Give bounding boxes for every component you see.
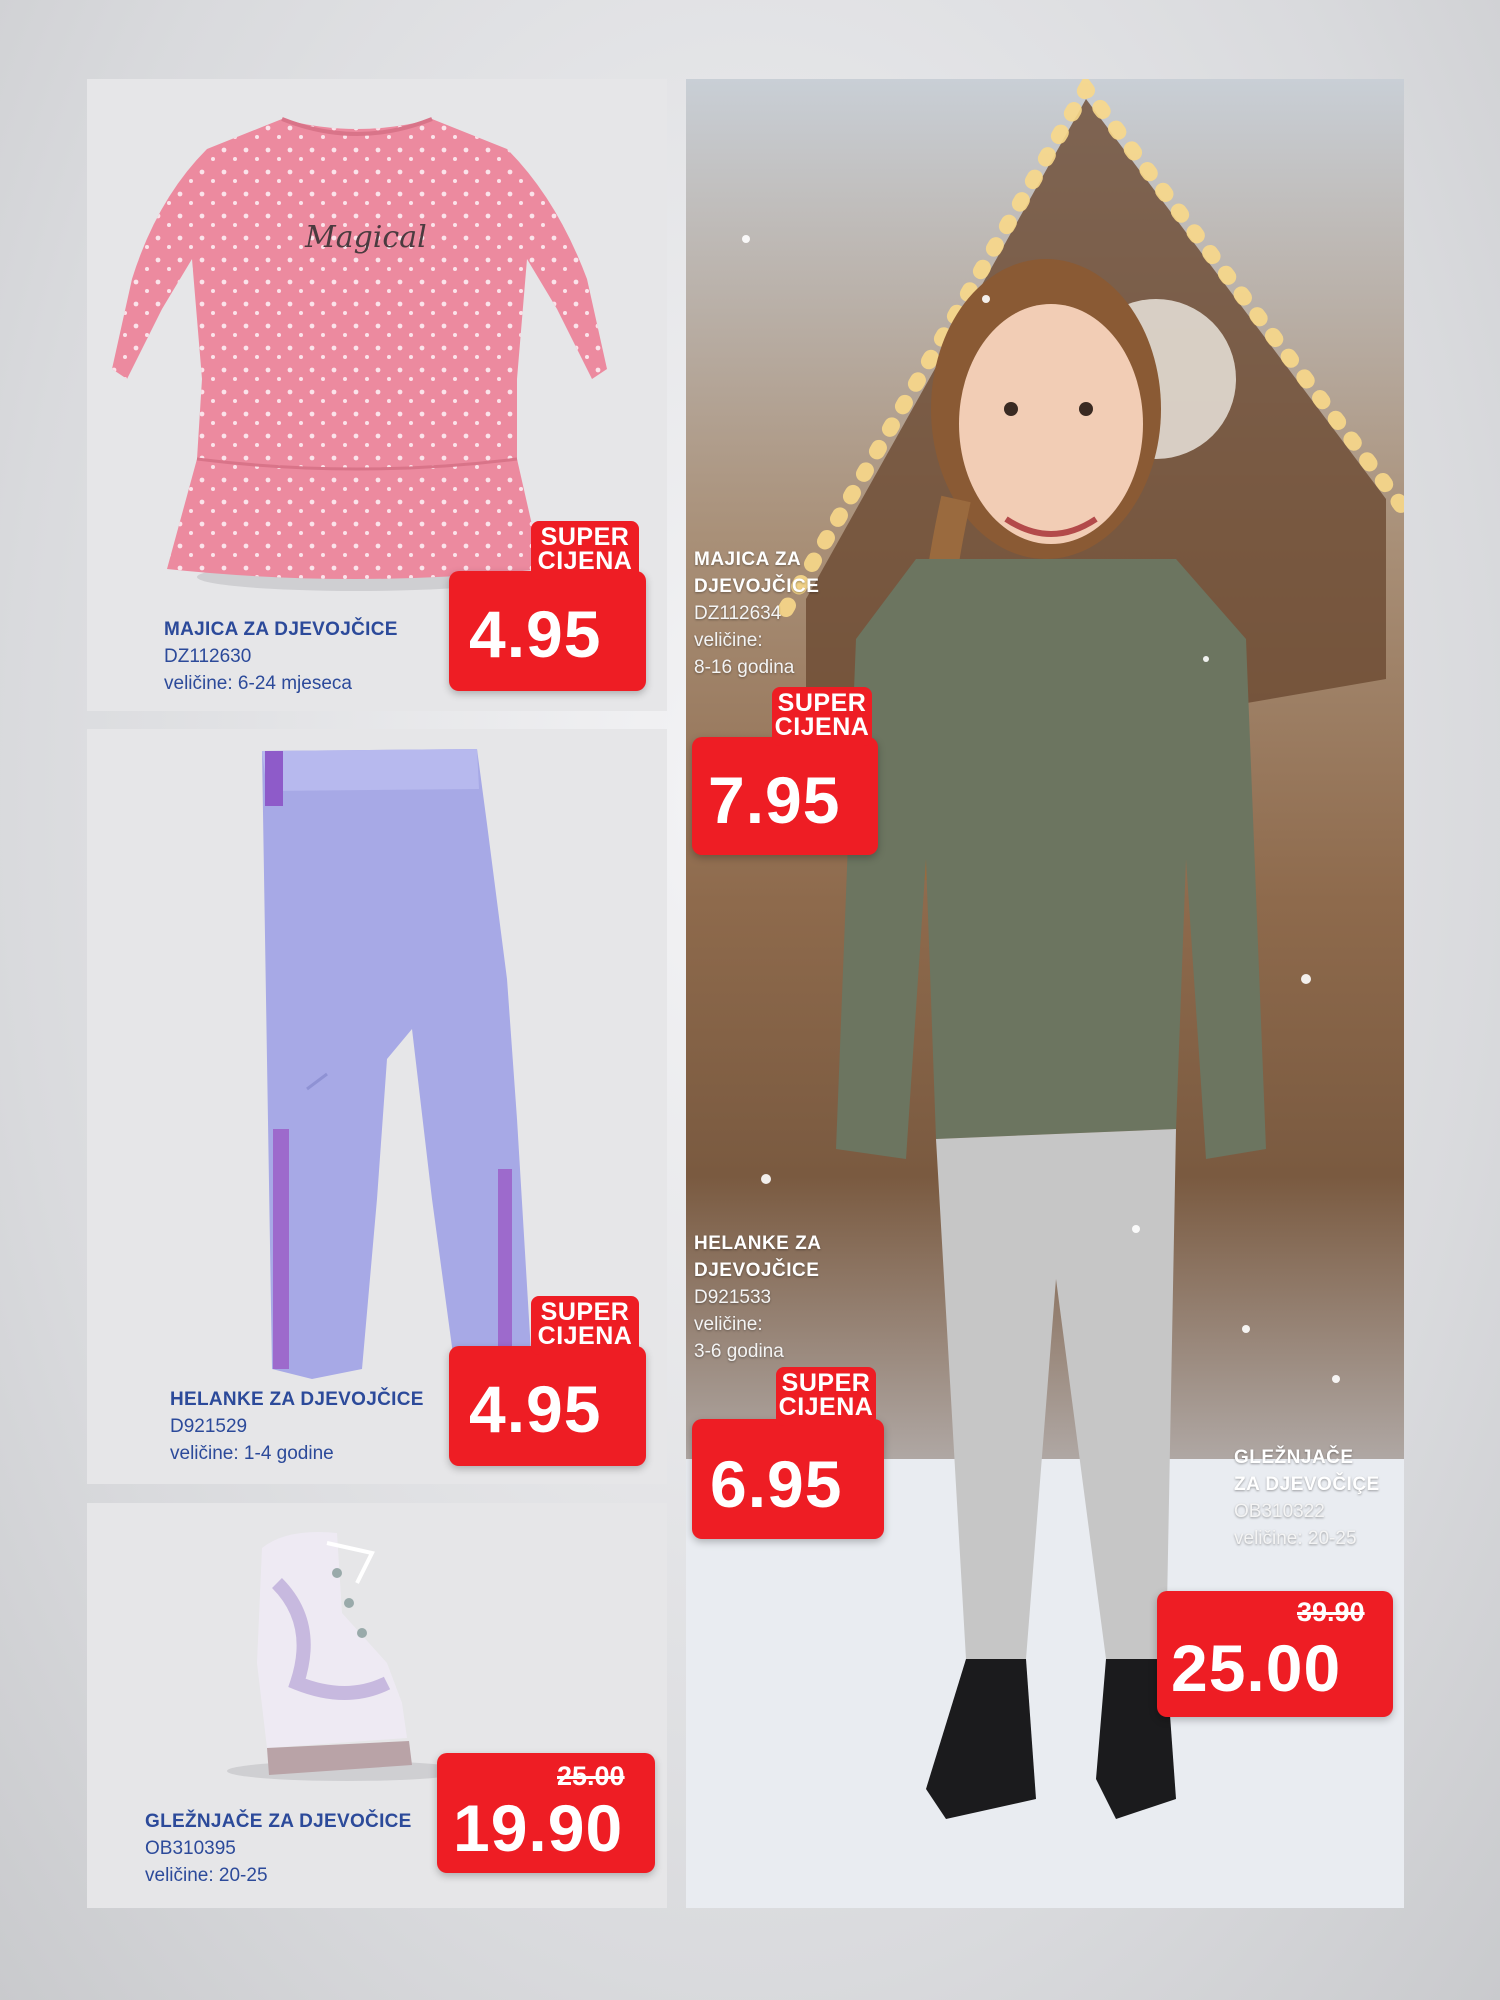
photo-item-code: OB310322 xyxy=(1234,1501,1325,1522)
product-code: OB310395 xyxy=(145,1838,236,1859)
badge-label-box xyxy=(776,1367,876,1426)
product-sizes: veličine: 6-24 mjeseca xyxy=(164,673,352,694)
product-sizes: veličine: 1-4 godine xyxy=(170,1443,334,1464)
price-value: 4.95 xyxy=(469,1372,602,1446)
photo-item-sizes-label: veličine: xyxy=(694,1314,763,1335)
badge-label-line1: SUPER xyxy=(540,523,630,551)
badge-label-box xyxy=(772,687,872,746)
product-code: D921529 xyxy=(170,1416,248,1437)
price-badge xyxy=(692,689,878,855)
product-card-shirt[interactable] xyxy=(87,79,667,711)
price-badge xyxy=(437,1753,655,1873)
lifestyle-photo xyxy=(686,79,1404,1908)
price-badge xyxy=(692,1369,884,1539)
product-code: DZ112630 xyxy=(164,646,252,667)
price-value: 4.95 xyxy=(469,597,602,671)
photo-item-code: DZ112634 xyxy=(694,603,782,624)
price-badge xyxy=(449,523,646,691)
photo-item-title: MAJICA ZA DJEVOJČICE xyxy=(694,549,820,597)
product-card-leggings[interactable] xyxy=(87,729,667,1484)
price-badge xyxy=(1157,1591,1393,1717)
price-value: 25.00 xyxy=(1171,1631,1342,1705)
badge-label-box xyxy=(531,521,639,580)
badge-label-box xyxy=(531,1296,639,1355)
product-title: HELANKE ZA DJEVOJČICE xyxy=(170,1389,424,1410)
product-sizes: veličine: 20-25 xyxy=(145,1865,268,1886)
photo-item-title: GLEŽNJAČE ZA DJEVOČIÇE xyxy=(1234,1447,1380,1495)
shirt-print-text: Magical xyxy=(305,220,427,255)
badge-label-line1: SUPER xyxy=(777,689,867,717)
badge-label-line2: CIJENA xyxy=(774,713,870,741)
photo-item-sizes-label: veličine: xyxy=(694,630,763,651)
photo-item-sizes: 8-16 godina xyxy=(694,657,795,678)
badge-label-line1: SUPER xyxy=(540,1298,630,1326)
badge-label-line2: CIJENA xyxy=(778,1393,874,1421)
badge-label-line2: CIJENA xyxy=(537,1322,633,1350)
product-title: GLEŽNJAČE ZA DJEVOČICE xyxy=(145,1811,412,1832)
product-card-boots[interactable] xyxy=(87,1503,667,1908)
photo-item-code: D921533 xyxy=(694,1287,772,1308)
price-value: 6.95 xyxy=(710,1447,843,1521)
old-price: 39.90 xyxy=(1297,1597,1365,1627)
badge-label-line2: CIJENA xyxy=(537,547,633,575)
price-badge xyxy=(449,1298,646,1466)
photo-item-sizes: 3-6 godina xyxy=(694,1341,784,1362)
photo-item-title: HELANKE ZA DJEVOJČICE xyxy=(694,1233,822,1281)
photo-item-sizes: veličine: 20-25 xyxy=(1234,1528,1357,1549)
price-value: 7.95 xyxy=(708,763,841,837)
badge-label-line1: SUPER xyxy=(781,1369,871,1397)
old-price: 25.00 xyxy=(557,1761,625,1791)
product-title: MAJICA ZA DJEVOJČICE xyxy=(164,619,398,640)
price-value: 19.90 xyxy=(453,1791,624,1865)
